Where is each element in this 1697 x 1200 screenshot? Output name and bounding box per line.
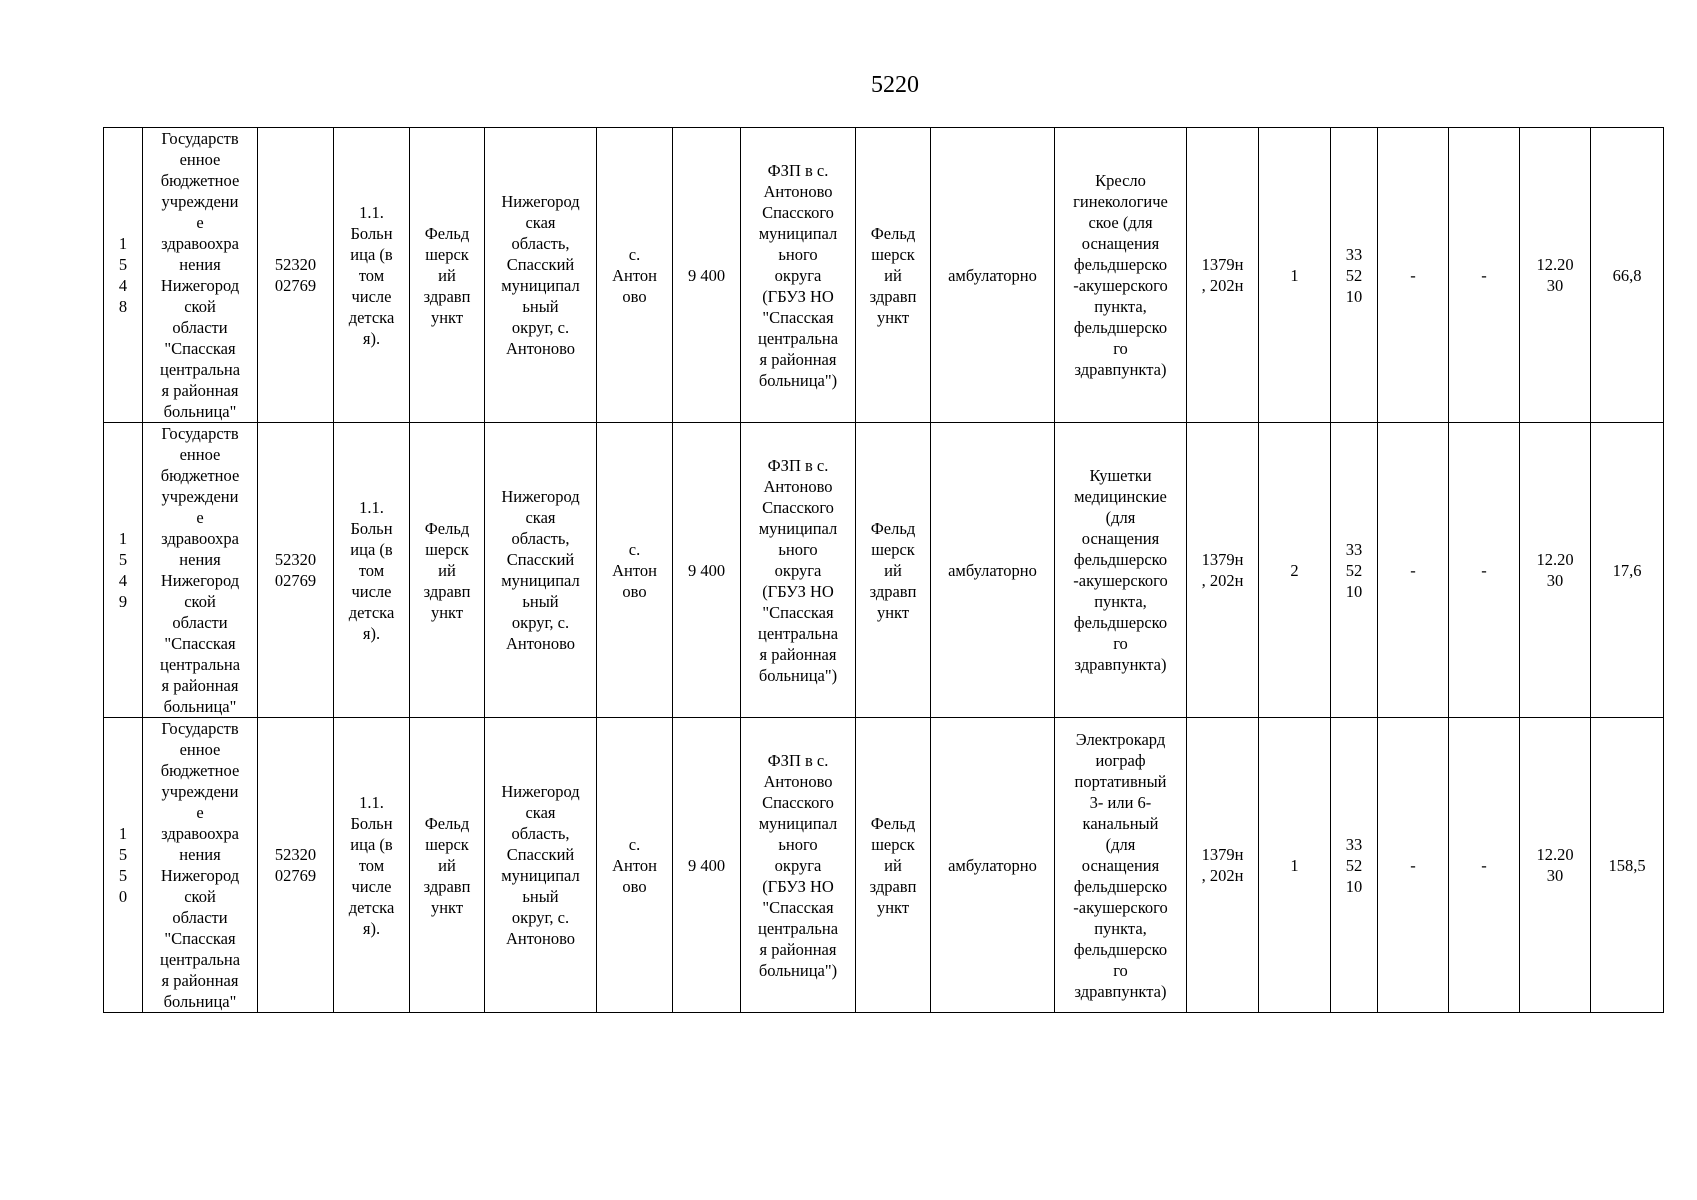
amount-cell: 158,5 (1591, 718, 1664, 1013)
order-number-cell: 1379н , 202н (1187, 128, 1259, 423)
facility-name-cell: ФЗП в с. Антоново Спасского муниципал ьного округа (ГБУЗ НО "Спасская центральна я районная больница") (741, 718, 856, 1013)
unit-type-cell: Фельд шерск ий здравп ункт (856, 718, 931, 1013)
table-row (104, 718, 1664, 1013)
row-number-cell: 1 5 5 0 (104, 718, 143, 1013)
region-address-cell: Нижегород ская область, Спасский муниципал ьный округ, с. Антоново (485, 128, 597, 423)
equipment-name-cell: Кресло гинекологиче ское (для оснащения фельдшерско -акушерского пункта, фельдшерско го здравпункта) (1055, 128, 1187, 423)
amount-cell: 17,6 (1591, 423, 1664, 718)
delivery-date-cell: 12.20 30 (1520, 128, 1591, 423)
institution-name-cell: Государств енное бюджетное учреждени е здравоохра нения Нижегород ской области "Спасская центральна я районная больница" (143, 718, 258, 1013)
facility-name-cell: ФЗП в с. Антоново Спасского муниципал ьного округа (ГБУЗ НО "Спасская центральна я районная больница") (741, 128, 856, 423)
region-address-cell: Нижегород ская область, Спасский муниципал ьный округ, с. Антоново (485, 718, 597, 1013)
subdivision-type-cell: Фельд шерск ий здравп ункт (410, 128, 485, 423)
settlement-cell: с. Антон ово (597, 718, 673, 1013)
column-b-value-cell: - (1449, 718, 1520, 1013)
column-b-value-cell: - (1449, 423, 1520, 718)
institution-name-cell: Государств енное бюджетное учреждени е здравоохра нения Нижегород ской области "Спасская центральна я районная больница" (143, 423, 258, 718)
quantity-cell: 1 (1259, 718, 1331, 1013)
table-row (104, 128, 1664, 423)
column-b-value-cell: - (1449, 128, 1520, 423)
care-mode-cell: амбулаторно (931, 128, 1055, 423)
care-mode-cell: амбулаторно (931, 423, 1055, 718)
column-a-value-cell: - (1378, 718, 1449, 1013)
subdivision-type-cell: Фельд шерск ий здравп ункт (410, 423, 485, 718)
row-number-cell: 1 5 4 8 (104, 128, 143, 423)
facility-category-cell: 1.1. Больн ица (в том числе детска я). (334, 128, 410, 423)
delivery-date-cell: 12.20 30 (1520, 718, 1591, 1013)
settlement-cell: с. Антон ово (597, 128, 673, 423)
subdivision-type-cell: Фельд шерск ий здравп ункт (410, 718, 485, 1013)
delivery-date-cell: 12.20 30 (1520, 423, 1591, 718)
order-number-cell: 1379н , 202н (1187, 423, 1259, 718)
unit-type-cell: Фельд шерск ий здравп ункт (856, 423, 931, 718)
facility-name-cell: ФЗП в с. Антоново Спасского муниципал ьного округа (ГБУЗ НО "Спасская центральна я районная больница") (741, 423, 856, 718)
facility-category-cell: 1.1. Больн ица (в том числе детска я). (334, 423, 410, 718)
column-a-value-cell: - (1378, 128, 1449, 423)
okpd-code-cell: 33 52 10 (1331, 423, 1378, 718)
table-row (104, 423, 1664, 718)
column-a-value-cell: - (1378, 423, 1449, 718)
order-number-cell: 1379н , 202н (1187, 718, 1259, 1013)
institution-name-cell: Государств енное бюджетное учреждени е здравоохра нения Нижегород ской области "Спасская центральна я районная больница" (143, 128, 258, 423)
population-cell: 9 400 (673, 128, 741, 423)
care-mode-cell: амбулаторно (931, 718, 1055, 1013)
inn-code-cell: 52320 02769 (258, 423, 334, 718)
okpd-code-cell: 33 52 10 (1331, 718, 1378, 1013)
equipment-table (103, 127, 1664, 1013)
inn-code-cell: 52320 02769 (258, 128, 334, 423)
quantity-cell: 1 (1259, 128, 1331, 423)
region-address-cell: Нижегород ская область, Спасский муниципал ьный округ, с. Антоново (485, 423, 597, 718)
page-number: 5220 (871, 72, 919, 98)
row-number-cell: 1 5 4 9 (104, 423, 143, 718)
equipment-name-cell: Электрокард иограф портативный 3- или 6- канальный (для оснащения фельдшерско -акушерского пункта, фельдшерско го здравпункта) (1055, 718, 1187, 1013)
quantity-cell: 2 (1259, 423, 1331, 718)
amount-cell: 66,8 (1591, 128, 1664, 423)
equipment-name-cell: Кушетки медицинские (для оснащения фельдшерско -акушерского пункта, фельдшерско го здравпункта) (1055, 423, 1187, 718)
facility-category-cell: 1.1. Больн ица (в том числе детска я). (334, 718, 410, 1013)
population-cell: 9 400 (673, 718, 741, 1013)
okpd-code-cell: 33 52 10 (1331, 128, 1378, 423)
settlement-cell: с. Антон ово (597, 423, 673, 718)
population-cell: 9 400 (673, 423, 741, 718)
inn-code-cell: 52320 02769 (258, 718, 334, 1013)
unit-type-cell: Фельд шерск ий здравп ункт (856, 128, 931, 423)
